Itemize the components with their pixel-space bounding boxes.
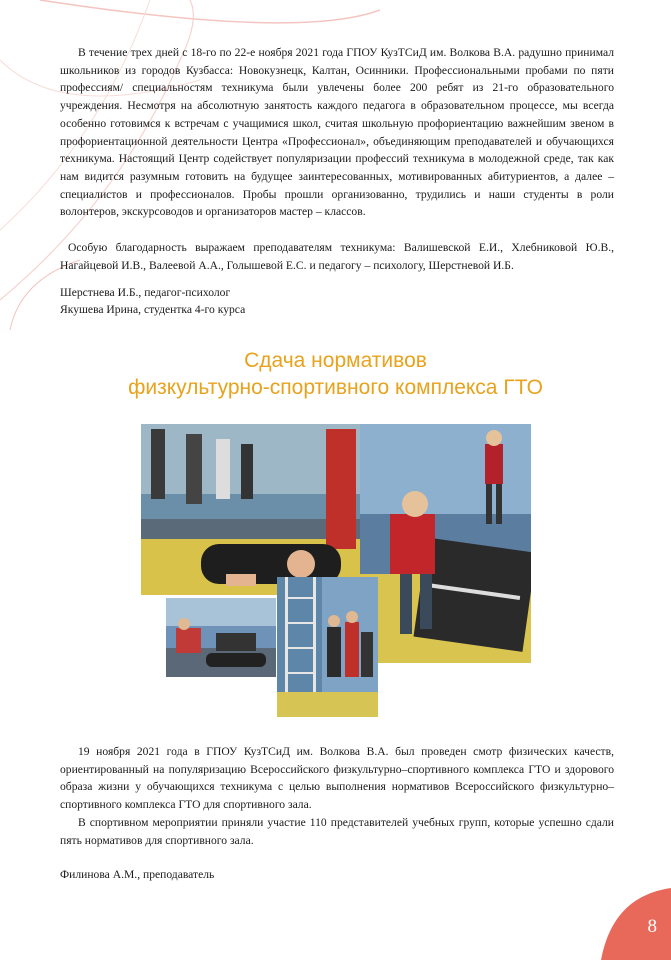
photo-push-ups (141, 424, 360, 595)
photo-wall-bars (277, 577, 378, 717)
author-signature-2: Якушева Ирина, студентка 4-го курса (60, 303, 246, 316)
page-corner-decoration (601, 888, 671, 960)
page-number: 8 (647, 916, 657, 937)
author-signature-1: Шерстнева И.Б., педагог-психолог (60, 286, 231, 299)
article1-paragraph-1: В течение трех дней с 18-го по 22-е ноября 2021 года ГПОУ КузТСиД им. Волкова В.А. радушно принимал школьников из городов Кузбасса: Новокузнецк, Калтан, Осинники. Профессиональными пробами по пяти профессиям/ специальностям техникума были увлечены более 200 ребят из 21-го образовательного учреждения. Несмотря на абсолютную занятость каждого педагога в образовательном процессе, мы всегда особенно готовимся к встречам с учащимися школ, считая школьную профориентацию важнейшим звеном в профориентационной деятельности Центра «Профессионал», объединяющим преподавателей и обучающихся техникума. Настоящий Центр содействует популяризации профессий техникума в молодежной среде, так как нам видится разумным готовить на будущее заинтересованных, мотивированных абитуриентов, а далее – специалистов и профессионалов. Пробы прошли организованно, трудились и наши студенты в роли волонтеров, экскурсоводов и организаторов мастер – классов. (60, 46, 614, 219)
author-signature-3: Филинова А.М., преподаватель (60, 868, 215, 881)
photo-flexibility-test (360, 424, 531, 663)
article2-paragraph-2: В спортивном мероприятии приняли участие 110 представителей учебных групп, которые успешно сдали пять нормативов для спортивного зала. (60, 816, 614, 847)
photo-sit-ups (166, 598, 276, 677)
article2-title-line-1: Сдача нормативов (244, 349, 427, 372)
article1-paragraph-2: Особую благодарность выражаем преподавателям техникума: Валишевской Е.И., Хлебниковой Ю.В., Нагайцевой И.В., Валеевой А.А., Голышевой Е.С. и педагогу – психологу, Шерстневой И.Б. (60, 241, 614, 272)
article2-paragraph-1: 19 ноября 2021 года в ГПОУ КузТСиД им. Волкова В.А. был проведен смотр физических качеств, ориентированный на популяризацию Всероссийского физкультурно–спортивного комплекса ГТО и здорового образа жизни у обучающихся техникума с целью выполнения нормативов Всероссийского физкультурно–спортивного комплекса ГТО для спортивного зала. (60, 745, 614, 812)
article2-title-line-2: физкультурно-спортивного комплекса ГТО (128, 376, 543, 399)
